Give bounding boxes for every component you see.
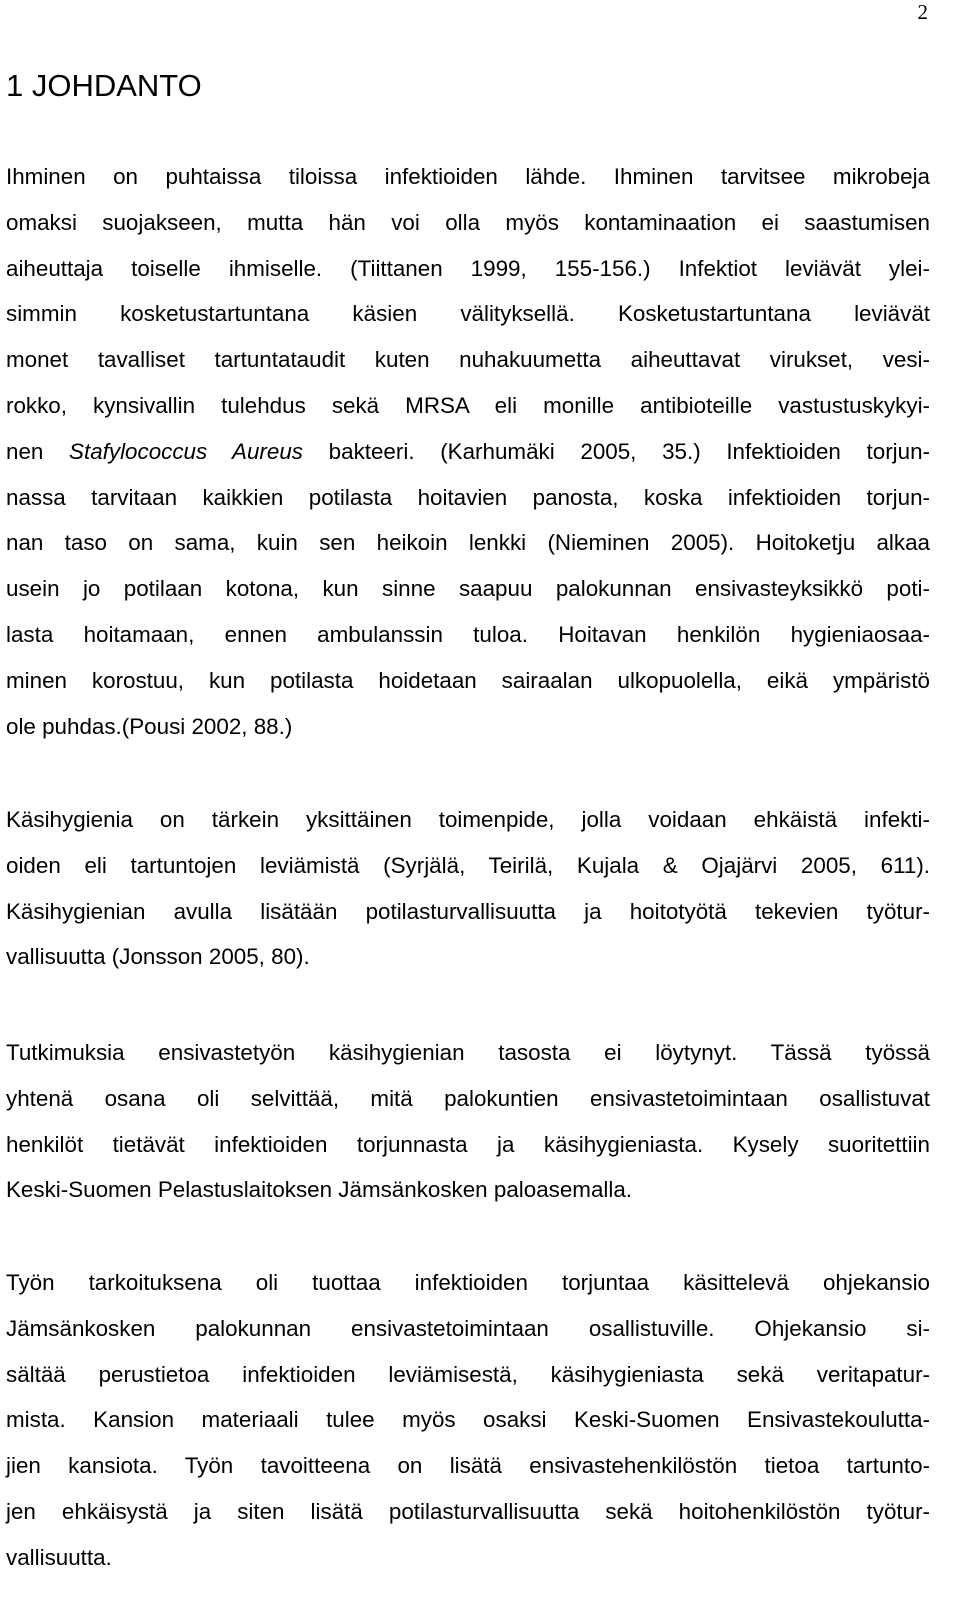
text-line: Ihminen on puhtaissa tiloissa infektioiden lähde. Ihminen tarvitsee mikrobeja [6,164,930,189]
text-line: sältää perustietoa infektioiden leviämisestä, käsihygieniasta sekä veritapatur- [6,1361,930,1387]
line-text: bakteeri. (Karhumäki 2005, 35.) Infektioiden torjun- [302,438,930,464]
text-line: henkilöt tietävät infektioiden torjunnasta ja käsihygieniasta. Kysely suoritettiin [6,1131,930,1157]
text-line: Käsihygienia on tärkein yksittäinen toimenpide, jolla voidaan ehkäistä infekti- [6,807,930,832]
chapter-heading: 1 JOHDANTO [6,68,202,103]
paragraph-2 [6,797,930,980]
text-line: Jämsänkosken palokunnan ensivastetoimintaan osallistuville. Ohjekansio si- [6,1315,930,1341]
text-line: oiden eli tartuntojen leviämistä (Syrjälä, Teirilä, Kujala & Ojajärvi 2005, 611). [6,852,930,878]
text-line: aiheuttaja toiselle ihmiselle. (Tiittanen 1999, 155-156.) Infektiot leviävät ylei- [6,255,930,281]
text-line: omaksi suojakseen, mutta hän voi olla myös kontaminaation ei saastumisen [6,209,930,235]
text-line: yhtenä osana oli selvittää, mitä palokuntien ensivastetoimintaan osallistuvat [6,1085,930,1111]
line-text: nen [6,438,70,464]
paragraph-1 [6,154,930,749]
text-line: simmin kosketustartuntana käsien välityksellä. Kosketustartuntana leviävät [6,301,930,327]
text-line: nassa tarvitaan kaikkien potilasta hoitavien panosta, koska infektioiden torjun- [6,484,930,510]
text-line: vallisuutta (Jonsson 2005, 80). [6,944,310,970]
text-line [6,429,930,475]
species-name: Stafylococcus Aureus [69,438,303,464]
text-line: vallisuutta. [6,1544,112,1570]
paragraph-3 [6,1030,930,1213]
text-line: usein jo potilaan kotona, kun sinne saapuu palokunnan ensivasteyksikkö poti- [6,576,930,602]
text-line: rokko, kynsivallin tulehdus sekä MRSA eli monille antibioteille vastustuskykyi- [6,392,930,418]
text-line: mista. Kansion materiaali tulee myös osaksi Keski-Suomen Ensivastekoulutta- [6,1407,930,1433]
page-number: 2 [917,0,928,24]
text-line: minen korostuu, kun potilasta hoidetaan sairaalan ulkopuolella, eikä ympäristö [6,667,930,693]
text-line: Keski-Suomen Pelastuslaitoksen Jämsänkosken paloasemalla. [6,1177,633,1203]
text-line: jen ehkäisystä ja siten lisätä potilasturvallisuutta sekä hoitohenkilöstön työtur- [6,1498,930,1524]
text-line: monet tavalliset tartuntataudit kuten nuhakuumetta aiheuttavat virukset, vesi- [6,347,930,373]
text-line: jien kansiota. Työn tavoitteena on lisätä ensivastehenkilöstön tietoa tartunto- [6,1453,930,1479]
text-line: lasta hoitamaan, ennen ambulanssin tuloa. Hoitavan henkilön hygieniaosaa- [6,621,930,647]
text-line: Työn tarkoituksena oli tuottaa infektioiden torjuntaa käsittelevä ohjekansio [6,1270,930,1295]
text-line: ole puhdas.(Pousi 2002, 88.) [6,713,293,739]
text-line: nan taso on sama, kuin sen heikoin lenkki (Nieminen 2005). Hoitoketju alkaa [6,530,930,556]
text-line: Tutkimuksia ensivastetyön käsihygienian tasosta ei löytynyt. Tässä työssä [6,1040,930,1065]
paragraph-4 [6,1260,930,1581]
text-line: Käsihygienian avulla lisätään potilasturvallisuutta ja hoitotyötä tekevien työtur- [6,898,930,924]
